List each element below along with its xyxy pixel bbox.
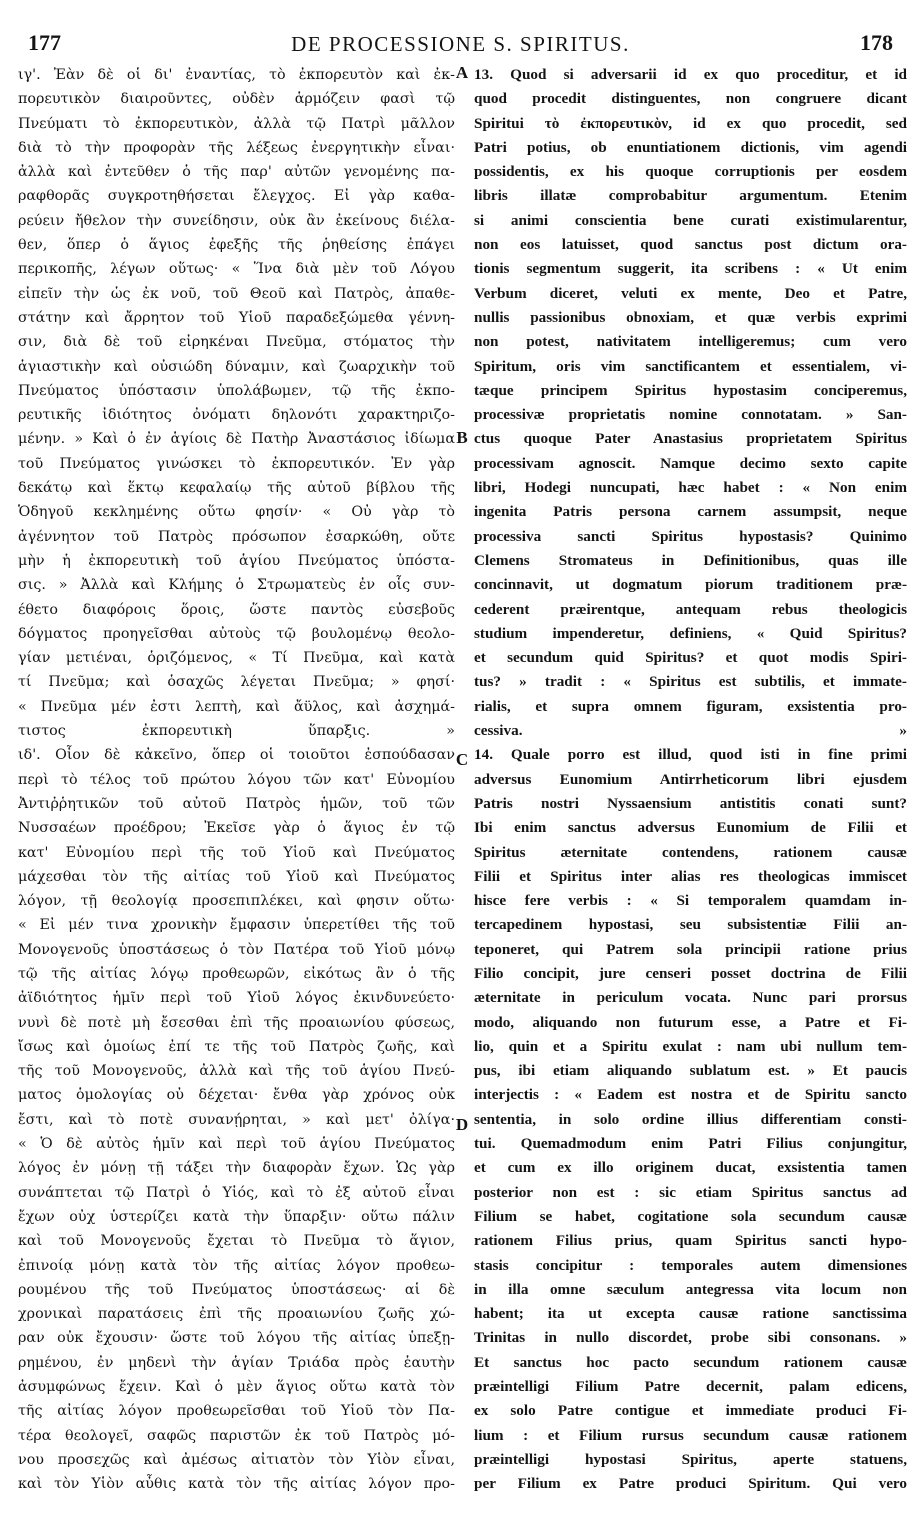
text-line: περικοπῆς, λέγων οὕτως· « Ἵνα διὰ μὲν τοῦ Λόγου — [18, 261, 455, 278]
text-line: processiva sancti Spiritus hypostasis? Quinimo — [474, 527, 907, 545]
margin-letter-b: B — [456, 428, 468, 447]
text-line: εἰπεῖν τὴν ὡς ἐκ νοῦ, τοῦ Θεοῦ καὶ Πατρὸς, ἀπαθε- — [18, 285, 455, 302]
text-line: studium impenderetur, definiens, « Quid Spiritus? — [474, 624, 907, 642]
text-line: περὶ τὸ τέλος τοῦ πρώτου λόγου τῶν κατ' Εὐνομίου — [18, 771, 455, 788]
text-line: τῆς αἰτίας λόγον προθεωρεῖσθαι τοῦ Υἱοῦ τὸν Πα- — [18, 1403, 455, 1420]
text-line: Et sanctus hoc pacto secundum rationem causæ — [474, 1353, 907, 1371]
text-line: quod procedit distinguentes, non congruere dicant — [474, 90, 907, 108]
text-line: νυνὶ δὲ ποτὲ μὴ ἔσεσθαι ἐπὶ τῆς προαιωνίου φύσεως, — [18, 1014, 455, 1031]
text-line: si animi conscientia bene curati existimularentur, — [474, 211, 907, 229]
text-line: stasis concipitur : temporales autem dimensiones — [474, 1256, 907, 1274]
text-line: Patri potius, ob enuntiationem dictionis, vim agendi — [474, 138, 907, 156]
text-line: lio, quin et a Spiritu exulat : nam ubi nullum tem- — [474, 1037, 907, 1055]
text-line: « Εἰ μέν τινα χρονικὴν ἔμφασιν ὑπερετίθει τῆς τοῦ — [18, 917, 455, 934]
text-line: « Πνεῦμα μέν ἐστι λεπτὴ, καὶ ἄϋλος, καὶ ἀσχημά- — [18, 698, 455, 715]
page-number-left: 177 — [28, 30, 61, 55]
text-line: processivæ proprietatis nomine connotatam. » San- — [474, 406, 907, 424]
text-line: æternitate in periculum vocata. Nunc pari prorsus — [474, 989, 907, 1007]
text-line: sententia, in solo ordine illius differentiam consti- — [474, 1110, 907, 1128]
text-line: ραν οὐκ ἔχουσιν· ὥστε τοῦ λόγου τῆς αἰτίας ὑπεξῃ- — [18, 1330, 455, 1347]
text-line: ἀϊδιότητος ἡμῖν περὶ τοῦ Υἱοῦ λόγος ἐκινδυνεύετο· — [18, 990, 455, 1007]
text-line: Filii et Spiritus inter alias res theologicas immiscet — [474, 867, 907, 885]
text-line: τιστος ἐκπορευτικὴ ὕπαρξις. » — [18, 723, 455, 740]
text-line: σις. » Ἀλλὰ καὶ Κλήμης ὁ Στρωματεὺς ἐν οἷς συν- — [18, 577, 455, 594]
text-line: ρεύειν ἤθελον τὴν συνείδησιν, οὐκ ἂν ἐκείνους διέλα- — [18, 212, 455, 229]
text-line: ἐπινοίᾳ μόνῃ κατὰ τὸν τῆς αἰτίας λόγον προθεω- — [18, 1257, 455, 1274]
margin-letter-d: D — [455, 1115, 469, 1134]
text-line: 13. Quod si adversarii id ex quo proceditur, et id — [474, 66, 907, 83]
text-line: δόγματος προηγεῖσθαι αὐτοὺς τῷ βουλομένῳ θεολο- — [18, 625, 455, 642]
text-line: Πνεύματι τὸ ἐκπορευτικὸν, ἀλλὰ τῷ Πατρὶ μᾶλλον — [18, 115, 455, 132]
text-line: ingenita Patris persona carnem assumpsit, neque — [474, 503, 907, 521]
page-number-right: 178 — [860, 30, 893, 55]
text-line: Ἀντιῤῥητικῶν τοῦ αὐτοῦ Πατρὸς ἡμῶν, τοῦ τῶν — [18, 795, 455, 812]
text-line: γίαν μετιέναι, ὁριζόμενος, « Τί Πνεῦμα, καὶ κατὰ — [18, 650, 455, 667]
text-line: hisce fere verbis : « Si temporalem quamdam in- — [474, 892, 907, 910]
text-line: lium : et Filium rursus secundum causæ rationem — [474, 1426, 907, 1444]
text-line: καὶ τὸν Υἱὸν αὖθις κατὰ τὸν τῆς αἰτίας λόγον προ- — [18, 1476, 455, 1493]
text-line: et secundum quid Spiritus? et quot modis Spiri- — [474, 649, 907, 667]
text-line: nullis passionibus obnoxiam, et quæ verbis exprimi — [474, 308, 907, 326]
margin-letter-c: C — [455, 750, 469, 769]
text-line: posterior non est : sic etiam Spiritus sanctus ad — [474, 1183, 907, 1201]
text-line: Patris nostri Nyssaensium antistitis conati sunt? — [474, 794, 907, 812]
text-line: Filium se habet, cogitatione sola secundum causæ — [474, 1207, 907, 1225]
text-line: tui. Quemadmodum enim Patri Filius conjungitur, — [474, 1135, 907, 1153]
text-line: θεν, ὅπερ ὁ ἅγιος ἐφεξῆς τῆς ῥηθείσης ἐπάγει — [18, 237, 455, 254]
text-line: libri, Hodegi nuncupati, hæc habet : « Non enim — [474, 479, 907, 497]
latin-column — [474, 63, 907, 1497]
text-line: pus, ibi etiam aliquando sublatum est. » Et paucis — [474, 1062, 907, 1080]
text-line: « Ὁ δὲ αὐτὸς ἡμῖν καὶ περὶ τοῦ ἁγίου Πνεύματος — [18, 1136, 455, 1153]
text-line: ἴσως καὶ ὁμοίως ἐπί τε τῆς τοῦ Πατρὸς ζωῆς, καὶ — [18, 1038, 455, 1055]
text-line: præintelligi hypostasi Spiritus, aperte statuens, — [474, 1450, 907, 1468]
text-line: Μονογενοῦς ὑποστάσεως ὁ τὸν Πατέρα τοῦ Υἱοῦ μόνῳ — [18, 941, 455, 958]
text-line: non eos latuisset, quod sanctus post dictum ora- — [474, 236, 907, 254]
text-line: ex solo Patre contigue et immediate produci Fi- — [474, 1402, 907, 1420]
text-line: ρημένου, ἐν μηδενὶ τὴν ἁγίαν Τριάδα πρὸς ἑαυτὴν — [18, 1354, 455, 1371]
text-line: et cum ex illo originem ducat, exsistentia tamen — [474, 1159, 907, 1177]
greek-column — [18, 63, 455, 1497]
text-line: Spiritui τὸ ἐκπορευτικὸν, id ex quo procedit, sed — [474, 114, 907, 132]
text-line: possidentis, ex his quoque corruptionis per eosdem — [474, 163, 907, 181]
text-line: ιγ'. Ἐὰν δὲ οἱ δι' ἐναντίας, τὸ ἐκπορευτὸν καὶ ἐκ- — [18, 67, 455, 83]
text-line: interjectis : « Eadem est nostra et de Spiritu sancto — [474, 1086, 907, 1104]
text-line: ἀσυμφώνως ἔχειν. Καὶ ὁ μὲν ἅγιος οὕτω κατὰ τὸν — [18, 1379, 455, 1396]
text-line: ctus quoque Pater Anastasius proprietatem Spiritus — [474, 430, 907, 448]
text-line: μένην. » Καὶ ὁ ἐν ἁγίοις δὲ Πατὴρ Ἀναστάσιος ἰδίωμα — [18, 431, 455, 448]
text-line: teponeret, qui Patrem sola principii ratione prius — [474, 940, 907, 958]
text-line: Spiritus æternitate contendens, rationem causæ — [474, 843, 907, 861]
text-line: modo, aliquando non futurum esse, a Patre et Fi- — [474, 1013, 907, 1031]
text-line: ἀλλὰ καὶ ἐντεῦθεν ὁ τῆς παρ' αὐτῶν γενομένης πα- — [18, 164, 455, 181]
text-line: concinnavit, ut dogmatum piorum traditionem præ- — [474, 576, 907, 594]
text-line: νου προσεχῶς καὶ ἀμέσως αἰτιατὸν τὸν Υἱὸν εἶναι, — [18, 1451, 455, 1468]
text-line: τῷ τῆς αἰτίας λόγῳ προθεωρῶν, εἰκότως ἂν ὁ τῆς — [18, 965, 455, 982]
text-line: Πνεύματος ὑπόστασιν ὑπολάβωμεν, τῷ τῆς ἐκπο- — [18, 382, 455, 399]
text-line: λόγος ἐν μόνῃ τῇ τάξει τὴν διαφορὰν ἔχων. Ὡς γὰρ — [18, 1160, 455, 1177]
text-line: per Filium ex Patre produci Spiritum. Qui vero — [474, 1475, 907, 1493]
text-line: μὴν ἡ ἐκπορευτικὴ τοῦ ἁγίου Πνεύματος ὑπόστα- — [18, 552, 455, 569]
text-line: Trinitas in nullo discordet, probe sibi consonans. » — [474, 1329, 907, 1347]
text-line: rationem Filius prius, quam Spiritus sancti hypo- — [474, 1232, 907, 1250]
text-line: λόγον, τῇ θεολογίᾳ προσεπιπλέκει, καὶ φησιν οὕτω· — [18, 893, 455, 910]
page-header — [28, 30, 893, 60]
text-line: habent; ita ut excepta causæ ratione sanctissima — [474, 1305, 907, 1323]
text-line: tæque principem Spiritus hypostasim conciperemus, — [474, 381, 907, 399]
text-line: cessiva. » — [474, 722, 907, 740]
text-line: έθετο διαφόροις ὅροις, ὥστε παντὸς εὐσεβοῦς — [18, 601, 455, 618]
text-line: τέρα θεολογεῖ, σαφῶς παριστῶν ἐκ τοῦ Πατρὸς μό- — [18, 1427, 455, 1444]
text-line: ραφθορᾶς συγκροτηθήσεται ἔλεγχος. Εἰ γὰρ καθα- — [18, 188, 455, 205]
margin-letter-a: A — [455, 63, 469, 82]
text-line: præintelligi Filium Patre decernit, palam edicens, — [474, 1378, 907, 1396]
text-line: τοῦ Πνεύματος γινώσκει τὸ ἐκπορευτικόν. Ἐν γὰρ — [18, 455, 455, 472]
text-line: in illa omne sæculum antegressa vita locum non — [474, 1280, 907, 1298]
text-line: Spiritum, oris vim sanctificantem et essentialem, vi- — [474, 357, 907, 375]
text-line: τῆς τοῦ Μονογενοῦς, ἀλλὰ καὶ τῆς τοῦ ἁγίου Πνεύ- — [18, 1063, 455, 1080]
text-line: σιν, διὰ δὲ τοῦ εἰρηκέναι Πνεῦμα, στόματος τὴν — [18, 334, 455, 351]
text-line: cederent præirentque, antequam rebus theologicis — [474, 600, 907, 618]
text-line: στάτην καὶ ἄρρητον τοῦ Υἱοῦ παραδεξώμεθα γέννη- — [18, 309, 455, 326]
text-line: ρευτικῆς ἰδιότητος ὀνόματι δηλονότι χαρακτηριζο- — [18, 407, 455, 424]
text-line: non potest, nativitatem intelligeremus; cum vero — [474, 333, 907, 351]
text-line: tionis segmentum suggerit, ita scribens : « Ut enim — [474, 260, 907, 278]
text-line: συνάπτεται τῷ Πατρὶ ὁ Υἱός, καὶ τὸ ἐξ αὐτοῦ εἶναι — [18, 1184, 455, 1201]
text-line: libris illatæ comprobabitur argumentum. Etenim — [474, 187, 907, 205]
text-line: ἔχων οὐχ ὑστερίζει κατὰ τὴν ὕπαρξιν· οὕτω πάλιν — [18, 1208, 455, 1225]
running-title: DE PROCESSIONE S. SPIRITUS. — [291, 32, 630, 56]
text-line: ἁγιαστικὴν καὶ οὐσιώδη δύναμιν, καὶ ζωαρχικὴν τοῦ — [18, 358, 455, 375]
text-line: rialis, et supra omnem figuram, exsistentia pro- — [474, 697, 907, 715]
text-line: Νυσσαέων προέδρου; Ἐκεῖσε γὰρ ὁ ἅγιος ἐν τῷ — [18, 820, 455, 837]
text-line: ρουμένου τῆς τοῦ Πνεύματος ὑποστάσεως· αἱ δὲ — [18, 1281, 455, 1298]
text-line: tus? » tradit : « Spiritus est subtilis, et immate- — [474, 673, 907, 691]
text-line: τί Πνεῦμα; καὶ ὁσαχῶς λέγεται Πνεῦμα; » φησί· — [18, 674, 455, 691]
text-line: μάχεσθαι τὸν τῆς αἰτίας τοῦ Υἱοῦ καὶ Πνεύματος — [18, 868, 455, 885]
text-line: ἔστι, καὶ τὸ ποτὲ συνανῄρηται, » καὶ μετ' ὀλίγα· — [18, 1111, 455, 1128]
text-line: Clemens Stromateus in Definitionibus, quas ille — [474, 551, 907, 569]
text-line: ἀγέννητον τοῦ Πατρὸς πρόσωπον ἐσαρκώθη, οὔτε — [18, 528, 455, 545]
text-line: Verbum diceret, veluti ex mente, Deo et Patre, — [474, 284, 907, 302]
text-line: χρονικαὶ παρατάσεις ἐπὶ τῆς προαιωνίου ζωῆς χώ- — [18, 1306, 455, 1323]
text-line: Ibi enim sanctus adversus Eunomium de Filii et — [474, 819, 907, 837]
text-line: διὰ τὸ τὴν προφορὰν τῆς λέξεως ἐνεργητικὴν εἶναι· — [18, 139, 455, 156]
text-line: κατ' Εὐνομίου περὶ τῆς τοῦ Υἱοῦ καὶ Πνεύματος — [18, 844, 455, 861]
text-line: καὶ τοῦ Μονογενοῦς ἔχεται τὸ Πνεῦμα τὸ ἅγιον, — [18, 1233, 455, 1250]
text-line: tercapedinem hypostasi, seu subsistentiæ Filii an- — [474, 916, 907, 934]
text-line: Ὁδηγοῦ κεκλημένης οὕτω φησίν· « Οὐ γὰρ τὸ — [18, 504, 455, 521]
text-line: Filio concipit, jure censeri posset doctrina de Filii — [474, 964, 907, 982]
text-line: ματος ὁμολογίας οὐ δέχεται· ἔνθα γὰρ χρόνος οὐκ — [18, 1087, 455, 1104]
text-line: 14. Quale porro est illud, quod isti in fine primi — [474, 746, 907, 764]
text-line: adversus Eunomium Antirrheticorum libri ejusdem — [474, 770, 907, 788]
text-line: ιδ'. Οἷον δὲ κἀκεῖνο, ὅπερ οἱ τοιοῦτοι ἐσπούδασαν — [18, 747, 455, 764]
text-line: δεκάτῳ καὶ ἕκτῳ κεφαλαίῳ τῆς αὐτοῦ βίβλου τῆς — [18, 480, 455, 497]
text-line: πορευτικὸν διαιροῦντες, οὐδὲν ἁρμόζειν φασὶ τῷ — [18, 91, 455, 108]
text-line: processivam agnoscit. Namque decimo sexto capite — [474, 454, 907, 472]
